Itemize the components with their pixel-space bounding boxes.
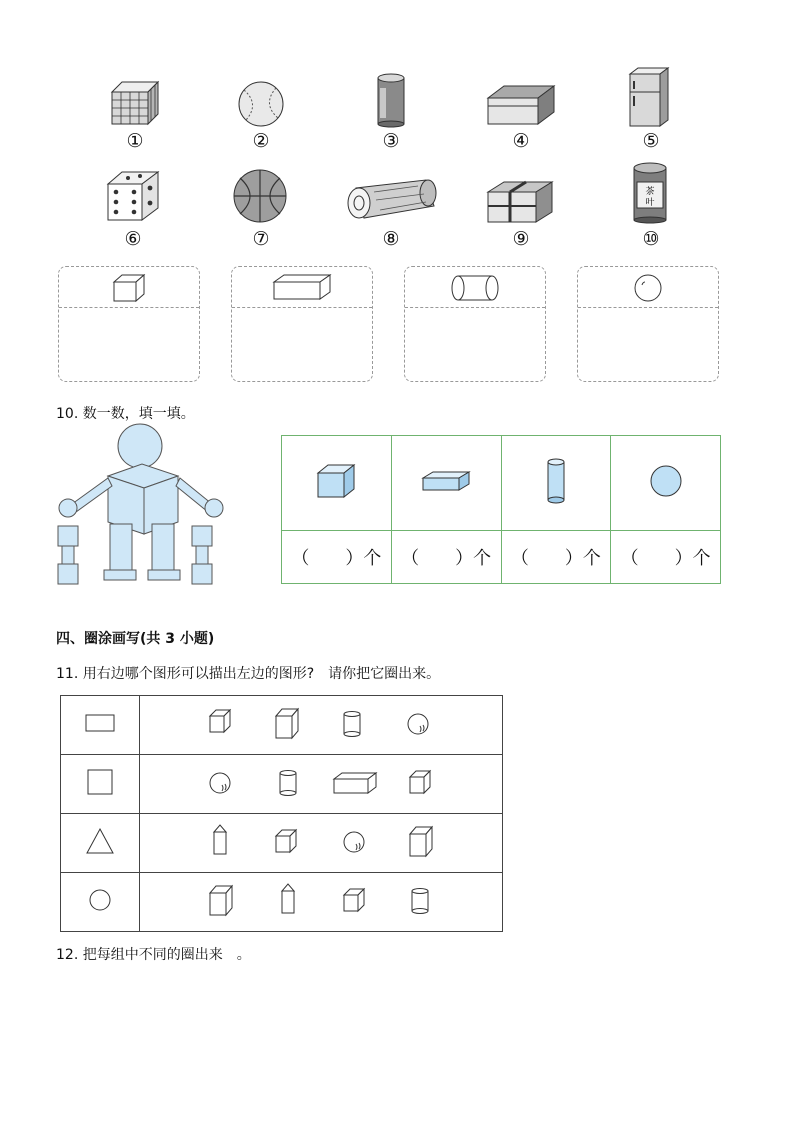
cuboid-icon [421,470,471,492]
target-circle [61,873,140,932]
option-shapes[interactable] [140,696,500,750]
object-number: ⑨ [512,228,530,250]
count-cell-cuboid [391,436,501,531]
sphere-icon [631,273,665,303]
category-box-sphere[interactable] [577,266,719,382]
triangle-icon [85,827,115,855]
count-table [281,435,721,584]
count-cell-cylinder [501,436,611,531]
sphere-icon [648,463,684,499]
trace-table [60,695,503,932]
count-cell-cube [282,436,392,531]
object-number: ② [252,130,270,152]
target-rectangle [61,696,140,755]
options-row-1 [140,696,503,755]
tea-label-1: 茶 [645,187,655,197]
target-square [61,755,140,814]
cuboid-icon [272,273,332,301]
gift-box-icon [486,180,554,224]
section-4-heading: 四、圈涂画写(共 3 小题) [56,631,215,647]
object-number: ⑥ [124,228,142,250]
options-row-4 [140,873,503,932]
object-number: ④ [512,130,530,152]
dice-icon [106,170,160,222]
count-answer-cuboid[interactable]: （ ）个 [391,531,501,584]
rectangle-icon [85,714,115,732]
count-cell-sphere [611,436,721,531]
cube-icon [316,463,356,499]
object-number: ① [126,130,144,152]
rubiks-cube-icon [110,80,160,126]
category-box-cuboid[interactable] [231,266,373,382]
object-number: ⑤ [642,130,660,152]
question-12-title: 12. 把每组中不同的圈出来 。 [56,947,251,963]
count-answer-sphere[interactable]: （ ）个 [611,531,721,584]
object-number: ⑧ [382,228,400,250]
cylinder-icon [545,457,567,505]
object-number: ⑩ [642,228,660,250]
baseball-icon [236,80,286,128]
options-row-3 [140,814,503,873]
robot-figure [52,422,227,588]
category-box-cylinder[interactable] [404,266,546,382]
can-icon [376,72,406,128]
refrigerator-icon [628,66,670,128]
cylinder-icon [450,273,500,303]
tea-label-2: 叶 [645,198,655,208]
option-shapes[interactable] [140,755,500,809]
option-shapes[interactable] [140,873,500,927]
cube-icon [112,273,146,303]
question-10-title: 10. 数一数，填一填。 [56,406,195,422]
tea-can-icon [632,160,668,224]
object-number: ③ [382,130,400,152]
target-triangle [61,814,140,873]
option-shapes[interactable] [140,814,500,868]
count-answer-cube[interactable]: （ ）个 [282,531,392,584]
question-11-title: 11. 用右边哪个图形可以描出左边的图形? 请你把它圈出来。 [56,666,441,682]
log-icon [340,178,440,224]
basketball-icon [232,168,288,224]
object-number: ⑦ [252,228,270,250]
count-answer-cylinder[interactable]: （ ）个 [501,531,611,584]
square-icon [87,769,113,795]
category-box-cube[interactable] [58,266,200,382]
box-icon [486,84,556,128]
options-row-2 [140,755,503,814]
circle-icon [88,888,112,912]
